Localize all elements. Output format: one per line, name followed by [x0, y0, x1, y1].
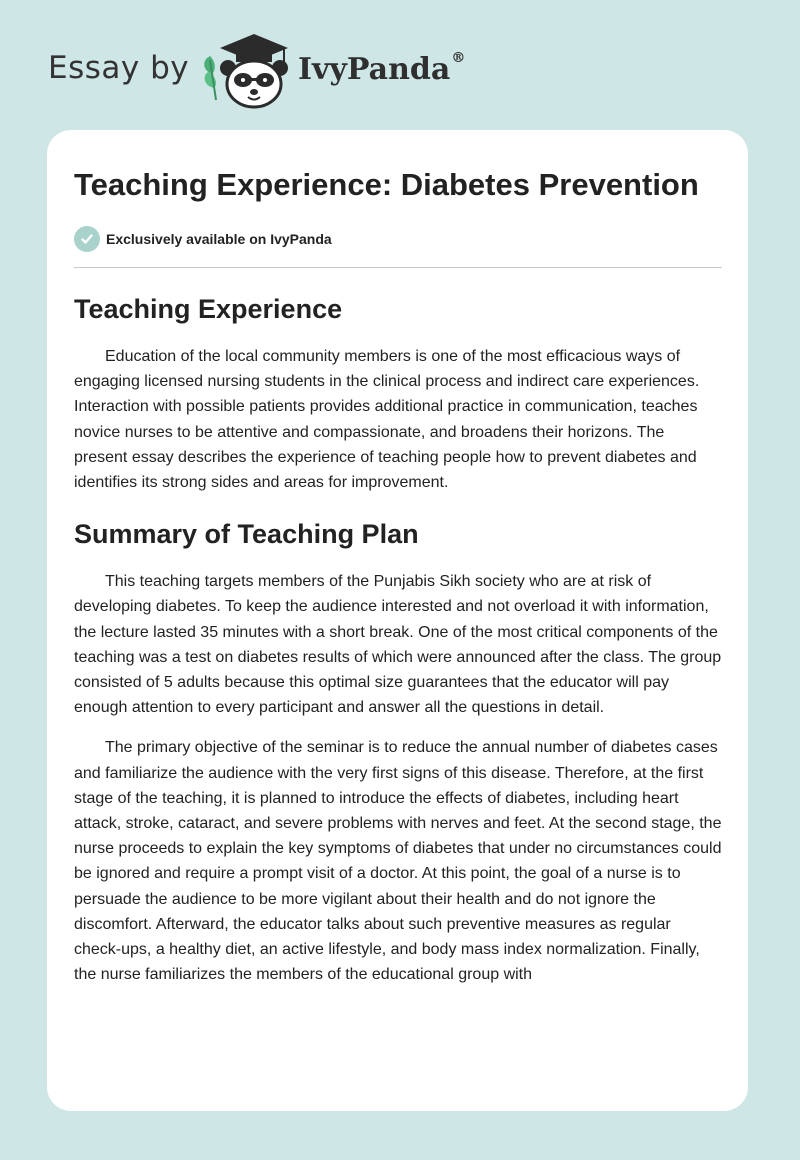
article-card [47, 130, 748, 1111]
brand-prefix: Essay by [48, 50, 190, 86]
section-heading: Teaching Experience [74, 294, 343, 324]
paragraph: Education of the local community members is one of the most efficacious ways of engaging licensed nursing students in the clinical process and indirect care experiences. Interaction with possible patients provides additional practice in communication, teaches novice nurses to be attentive and compassionate, and broadens their horizons. The present essay describes the experience of teaching people how to prevent diabetes and identifies its strong sides and areas for improvement. [74, 348, 700, 492]
paragraph: The primary objective of the seminar is to reduce the annual number of diabetes cases and familiarize the audience with the very first signs of this disease. Therefore, at the first stage of the teaching, it is planned to introduce the effects of diabetes, including heart attack, stroke, cataract, and severe problems with nerves and feet. At the second stage, the nurse proceeds to explain the key symptoms of diabetes that under no circumstances could be ignored and require a prompt visit of a doctor. At this point, the goal of a nurse is to persuade the audience to be more vigilant about their health and do not ignore the discomfort. Afterward, the educator talks about such preventive measures as regular check-ups, a healthy diet, an active lifestyle, and body mass index normalization. Finally, the nurse familiarizes the members of the educational group with [74, 739, 722, 984]
registered-mark: ® [451, 50, 466, 66]
section-heading: Summary of Teaching Plan [74, 519, 419, 550]
site-header [48, 30, 748, 120]
article-title: Teaching Experience: Diabetes Prevention [74, 167, 699, 202]
paragraph: This teaching targets members of the Punjabis Sikh society who are at risk of developing diabetes. To keep the audience interested and not overload it with information, the lecture lasted 35 minutes with a short break. One of the most critical components of the teaching was a test on diabetes results of which were announced after the class. The group consisted of 5 adults because this optimal size guarantees that the educator will pay enough attention to every participant and answer all the questions in detail. [74, 573, 722, 717]
exclusive-badge [74, 225, 722, 253]
leaf-icon [204, 56, 216, 100]
article-content [74, 164, 722, 987]
divider [74, 267, 722, 268]
badge-text: Exclusively available on IvyPanda [106, 231, 332, 247]
brand-name[interactable]: IvyPanda® [298, 50, 466, 87]
checkmark-icon [74, 226, 100, 252]
panda-graduate-icon[interactable] [198, 30, 294, 110]
